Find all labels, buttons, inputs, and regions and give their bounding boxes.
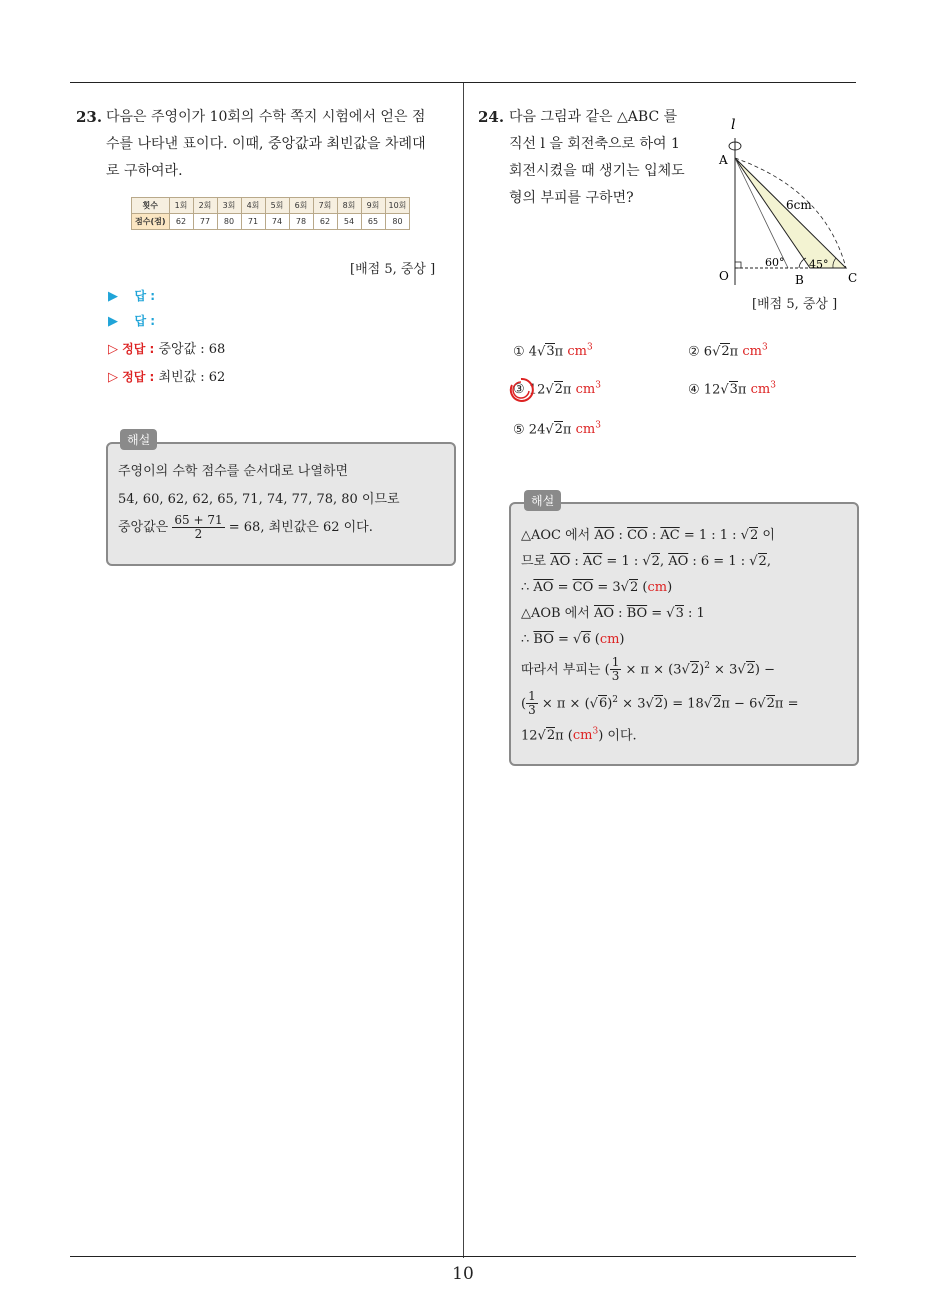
choice-5[interactable]: ⑤ 24√2π $cm^3$: [513, 421, 601, 438]
table-cell: 3회: [217, 198, 241, 214]
choice-1[interactable]: ① 4√3π $cm^3$: [513, 343, 593, 360]
score-table: [131, 197, 410, 230]
q23-line-2: 수를 나타낸 표이다. 이때, 중앙값과 최빈값을 차례대: [106, 136, 426, 152]
table-cell: 54: [337, 214, 361, 230]
q24-line-1: 다음 그림과 같은 △ABC 를: [509, 109, 678, 125]
choice-radicand: 3: [729, 382, 738, 398]
q23-explain-line-3: [118, 514, 444, 541]
table-row: [132, 214, 410, 230]
triangle-figure: [705, 110, 870, 290]
q24-explain-line-6: 따라서 부피는 ( $\frac{1}{3}$ × $\pi \times (3√2)^2 \times 3√2$) −: [521, 655, 776, 684]
answer-row-1: [108, 286, 155, 306]
table-cell: 78: [289, 214, 313, 230]
pi-symbol: π: [562, 382, 572, 398]
choice-coef: 6: [703, 344, 713, 360]
table-cell: 71: [241, 214, 265, 230]
vertex-c-label: C: [848, 271, 858, 285]
q24-explanation-tag: 해설: [524, 490, 561, 511]
choice-coef: 12: [703, 382, 721, 398]
fraction-numerator: 65 + 71: [174, 513, 223, 527]
choice-coef: 24: [528, 422, 546, 438]
choice-3[interactable]: ③ 12√2π $cm^3$: [513, 381, 601, 397]
q24-explain-line-7: ( $\frac{1}{3}$ × $\pi \times (√6)^2 \times 3√2) = 18√2\pi - 6√2\pi$ =: [521, 689, 799, 718]
angle-b-label: 60°: [765, 256, 785, 269]
choice-unit: $cm^3$: [575, 421, 601, 438]
correct-label: 정답 :: [122, 370, 155, 384]
q24-explain-line-3: ∴ $\overline{AO} = \overline{CO} = 3√2$ (cm): [521, 580, 673, 595]
q23-explanation-box: [106, 442, 456, 566]
q24-question: [509, 104, 709, 212]
angle-c-label: 45°: [809, 258, 829, 271]
q23-line-1: 다음은 주영이가 10회의 수학 쪽지 시험에서 얻은 점: [106, 109, 426, 125]
bottom-rule: [70, 1256, 856, 1257]
q24-score-info: [배점 5, 중상 ]: [752, 297, 838, 312]
table-cell: 74: [265, 214, 289, 230]
choice-radicand: 3: [546, 344, 555, 360]
table-cell: 62: [169, 214, 193, 230]
table-cell: 62: [313, 214, 337, 230]
table-cell: 77: [193, 214, 217, 230]
q24-explain-line-5: ∴ $\overline{BO} = √6$ (cm): [521, 632, 625, 647]
choice-unit: $cm^3$: [742, 343, 768, 360]
choice-mark: ③: [513, 382, 529, 397]
table-cell: 1회: [169, 198, 193, 214]
q24-line-2: 직선 l 을 회전축으로 하여 1: [509, 136, 680, 152]
answer-row-2: [108, 311, 155, 331]
choice-radicand: 2: [721, 344, 730, 360]
page-number: 10: [452, 1264, 474, 1284]
correct-circle-icon: [508, 377, 534, 403]
table-cell: 4회: [241, 198, 265, 214]
q24-explanation-box: [509, 502, 859, 766]
choice-unit: $cm^3$: [750, 381, 776, 398]
answer-label: 답 :: [134, 289, 156, 303]
q23-line-3: 로 구하여라.: [106, 163, 183, 179]
median-result: = 68, 최빈값은 62 이다.: [228, 520, 373, 535]
q24-line-4: 형의 부피를 구하면?: [509, 190, 634, 206]
play-arrow-icon: ▶: [108, 289, 118, 304]
q24-explain-line-2: 므로 $\overline{AO}$ : $\overline{AC} = 1$ : √2, $\overline{AO}$ : 6 = 1 : √2,: [521, 554, 771, 569]
table-cell: 5회: [265, 198, 289, 214]
q24-explain-line-1: △AOC 에서 $\overline{AO}$ : $\overline{CO}$ : $\overline{AC} = 1$ : 1 : √2 이: [521, 528, 775, 543]
choice-radicand: 2: [554, 422, 563, 438]
table-cell: 6회: [289, 198, 313, 214]
side-length-label: 6cm: [786, 198, 812, 212]
q24-explain-line-4: △AOB 에서 $\overline{AO}$ : $\overline{BO} = √3$ : 1: [521, 606, 705, 621]
axis-label: l: [731, 117, 736, 133]
table-cell: 7회: [313, 198, 337, 214]
choice-mark: ①: [513, 344, 525, 360]
table-cell: 8회: [337, 198, 361, 214]
choice-unit: $cm^3$: [575, 381, 601, 398]
right-angle-mark: [735, 262, 741, 268]
choice-mark: ②: [688, 344, 700, 360]
correct-label: 정답 :: [122, 342, 155, 356]
column-divider: [463, 83, 464, 1258]
pi-symbol: π: [562, 422, 572, 438]
choice-mark: ④: [688, 382, 700, 398]
outline-arrow-icon: ▷: [108, 370, 118, 385]
table-cell: 80: [385, 214, 410, 230]
q23-question: [106, 104, 456, 185]
play-arrow-icon: ▶: [108, 314, 118, 329]
choice-coef: 4: [528, 344, 538, 360]
correct-row-1: [108, 339, 225, 359]
table-cell: 10회: [385, 198, 410, 214]
choice-radicand: 2: [554, 382, 563, 398]
table-cell: 65: [361, 214, 385, 230]
vertex-o-label: O: [719, 269, 729, 283]
vertex-a-label: A: [719, 153, 728, 167]
median-prefix: 중앙값은: [118, 520, 169, 535]
pi-symbol: π: [737, 382, 747, 398]
q24-explain-line-8: 12√2π $(cm^3)$ 이다.: [521, 727, 637, 744]
q23-explain-line-2: 54, 60, 62, 62, 65, 71, 74, 77, 78, 80 이므로: [118, 492, 400, 507]
choice-mark: ⑤: [513, 422, 525, 438]
table-header-cell: 횟수: [132, 198, 170, 214]
q23-number: 23.: [76, 108, 103, 126]
outline-arrow-icon: ▷: [108, 342, 118, 357]
correct-mode: 최빈값 : 62: [158, 370, 226, 385]
table-cell: 2회: [193, 198, 217, 214]
fraction-denominator: 2: [194, 527, 203, 541]
q24-line-3: 회전시켰을 때 생기는 입체도: [509, 163, 685, 179]
choice-unit: $cm^3$: [567, 343, 593, 360]
table-cell: 80: [217, 214, 241, 230]
pi-symbol: π: [554, 344, 564, 360]
choice-2[interactable]: ② 6√2π $cm^3$: [688, 343, 768, 360]
q23-explain-line-1: 주영이의 수학 점수를 순서대로 나열하면: [118, 464, 349, 479]
triangle-abc: [735, 158, 846, 268]
q24-number: 24.: [478, 108, 505, 126]
table-row: [132, 198, 410, 214]
correct-row-2: [108, 367, 225, 387]
table-cell: 9회: [361, 198, 385, 214]
table-header-cell: 점수(점): [132, 214, 170, 230]
q23-explanation-tag: 해설: [120, 429, 157, 450]
answer-label: 답 :: [134, 314, 156, 328]
vertex-b-label: B: [795, 273, 804, 287]
median-fraction: [172, 514, 224, 541]
pi-symbol: π: [729, 344, 739, 360]
choice-4[interactable]: ④ 12√3π $cm^3$: [688, 381, 776, 398]
q23-score-info: [배점 5, 중상 ]: [350, 262, 436, 277]
choice-coef: 12: [528, 382, 546, 398]
correct-median: 중앙값 : 68: [158, 342, 226, 357]
